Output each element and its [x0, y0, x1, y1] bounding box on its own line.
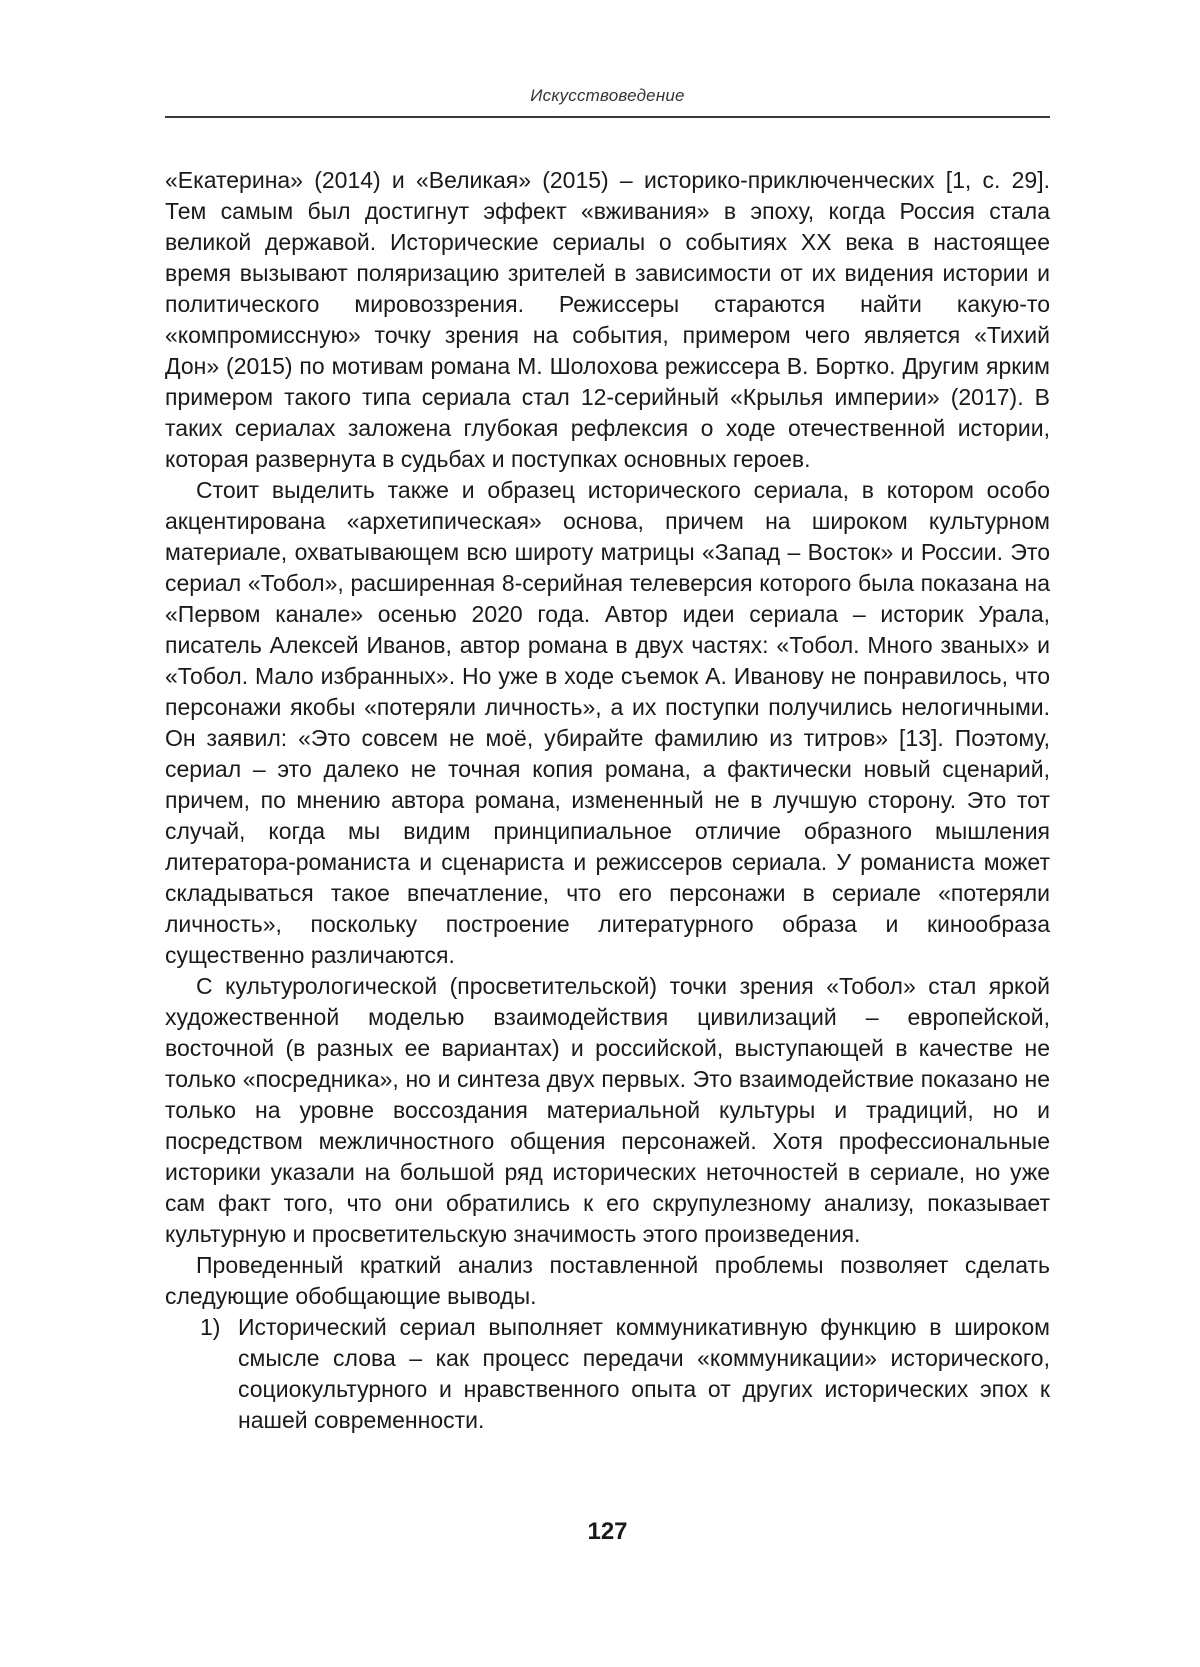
running-header: Искусствоведение: [530, 86, 685, 105]
list-item: [165, 1312, 1050, 1436]
paragraph-continuation: «Екатерина» (2014) и «Великая» (2015) – историко-приключенческих [1, с. 29]. Тем самым был достигнут эффект «вживания» в эпоху, когда Россия стала великой державой. Исторические сериалы о событиях XX века в настоящее время вызывают поляризацию зрителей в зависимости от их видения истории и политического мировоззрения. Режиссеры стараются найти какую-то «компромиссную» точку зрения на события, примером чего является «Тихий Дон» (2015) по мотивам романа М. Шолохова режиссера В. Бортко. Другим ярким примером такого типа сериала стал 12-серийный «Крылья империи» (2017). В таких сериалах заложена глубокая рефлексия о ходе отечественной истории, которая развернута в судьбах и поступках основных героев.: [165, 167, 1050, 472]
page-number: 127: [587, 1518, 628, 1545]
conclusions-list: [165, 1312, 1050, 1436]
header-rule: [165, 116, 1050, 118]
list-item-number: 1): [200, 1314, 221, 1340]
paragraph-culturology: С культурологической (просветительской) точки зрения «Тобол» стал яркой художественной моделью взаимодействия цивилизаций – европейской, восточной (в разных ее вариантах) и российской, выступающей в качестве не только «посредника», но и синтеза двух первых. Это взаимодействие показано не только на уровне воссоздания материальной культуры и традиций, но и посредством межличностного общения персонажей. Хотя профессиональные историки указали на большой ряд исторических неточностей в сериале, но уже сам факт того, что они обратились к его скрупулезному анализу, показывает культурную и просветительскую значимость этого произведения.: [165, 973, 1050, 1247]
paragraph-conclusions-intro: Проведенный краткий анализ поставленной проблемы позволяет сделать следующие обобщающие выводы.: [165, 1252, 1050, 1309]
list-item-text: Исторический сериал выполняет коммуникативную функцию в широком смысле слова – как процесс передачи «коммуникации» исторического, социокультурного и нравственного опыта от других исторических эпох к нашей современности.: [238, 1314, 1050, 1433]
body-text: [165, 165, 1050, 1436]
paragraph-tobol-intro: Стоит выделить также и образец исторического сериала, в котором особо акцентирована «архетипическая» основа, причем на широком культурном материале, охватывающем всю широту матрицы «Запад – Восток» и России. Это сериал «Тобол», расширенная 8-серийная телеверсия которого была показана на «Первом канале» осенью 2020 года. Автор идеи сериала – историк Урала, писатель Алексей Иванов, автор романа в двух частях: «Тобол. Много званых» и «Тобол. Мало избранных». Но уже в ходе съемок А. Иванову не понравилось, что персонажи якобы «потеряли личность», а их поступки получились нелогичными. Он заявил: «Это совсем не моё, убирайте фамилию из титров» [13]. Поэтому, сериал – это далеко не точная копия романа, а фактически новый сценарий, причем, по мнению автора романа, измененный не в лучшую сторону. Это тот случай, когда мы видим принципиальное отличие образного мышления литератора-романиста и сценариста и режиссеров сериала. У романиста может складываться такое впечатление, что его персонажи в сериале «потеряли личность», поскольку построение литературного образа и кинообраза существенно различаются.: [165, 477, 1050, 968]
